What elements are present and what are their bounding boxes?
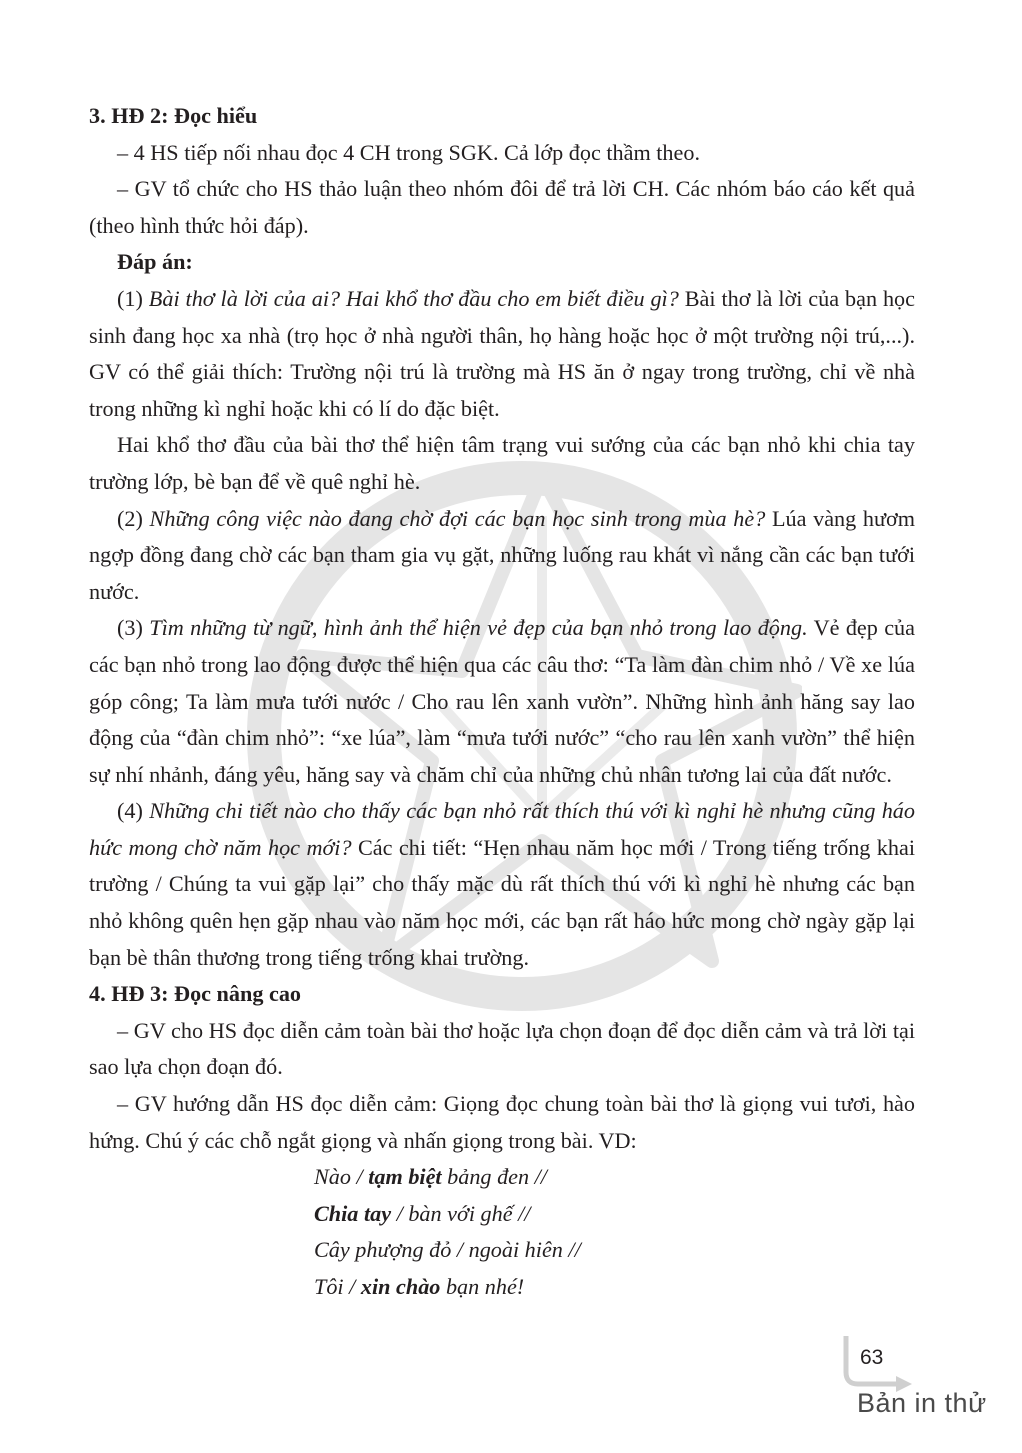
paragraph: – GV hướng dẫn HS đọc diễn cảm: Giọng đọc chung toàn bài thơ là giọng vui tươi, hào hứng. Chú ý các chỗ ngắt giọng và nhấn giọng trong bài. VD: <box>89 1091 915 1153</box>
answer-1: (1) Bài thơ là lời của ai? Hai khổ thơ đầu cho em biết điều gì? Bài thơ là lời của bạn học sinh đang học xa nhà (trọ học ở nhà người thân, họ hàng hoặc học ở một trường nội trú,...). GV có thể giải thích: Trường nội trú là trường mà HS ăn ở ngay trong trường, chỉ về nhà trong những kì nghỉ hoặc khi có lí do đặc biệt. <box>89 285 915 421</box>
section-heading-4: 4. HĐ 3: Đọc nâng cao <box>89 981 302 1007</box>
page-number: 63 <box>860 1346 884 1369</box>
page-body <box>89 98 915 1306</box>
answers-label: Đáp án: <box>117 249 193 275</box>
answer-2: (2) Những công việc nào đang chờ đợi các bạn học sinh trong mùa hè? Lúa vàng hươm ngợp đồng đang chờ các bạn tham gia vụ gặt, những luống rau khát vì nắng cần các bạn tưới nước. <box>89 505 916 604</box>
question-4: Những chi tiết nào cho thấy các bạn nhỏ rất thích thú với kì nghỉ hè nhưng cũng háo hức mong chờ năm học mới? <box>89 798 915 860</box>
paragraph: – GV cho HS đọc diễn cảm toàn bài thơ hoặc lựa chọn đoạn để đọc diễn cảm và trả lời tại sao lựa chọn đoạn đó. <box>89 1017 915 1080</box>
poem-excerpt <box>89 1159 915 1305</box>
paragraph: – GV tổ chức cho HS thảo luận theo nhóm đôi để trả lời CH. Các nhóm báo cáo kết quả (theo hình thức hỏi đáp). <box>89 176 915 238</box>
section-heading-3: 3. HĐ 2: Đọc hiểu <box>89 103 258 128</box>
answer-4: (4) Những chi tiết nào cho thấy các bạn nhỏ rất thích thú với kì nghỉ hè nhưng cũng háo hức mong chờ năm học mới? Các chi tiết: “Hẹn nhau năm học mới / Trong tiếng trống khai trường / Chúng ta vui gặp lại” cho thấy mặc dù rất thích thú với kì nghỉ hè nhưng các bạn nhỏ không quên hẹn gặp nhau vào năm học mới, các bạn rất háo hức mong chờ ngày gặp lại bạn bè thân thương trong tiếng trống khai trường. <box>89 798 916 970</box>
poem-line: Tôi / xin chào bạn nhé! <box>314 1274 525 1299</box>
paragraph: – 4 HS tiếp nối nhau đọc 4 CH trong SGK. Cả lớp đọc thầm theo. <box>117 139 701 165</box>
answer-3: (3) Tìm những từ ngữ, hình ảnh thể hiện vẻ đẹp của bạn nhỏ trong lao động. Vẻ đẹp của các bạn nhỏ trong lao động được thể hiện qua các câu thơ: “Ta làm đàn chim nhỏ / Về xe lúa góp công; Ta làm mưa tưới nước / Cho rau lên xanh vườn”. Những hình ảnh hăng say lao động của “đàn chim nhỏ”: “xe lúa”, làm “mưa tưới nước” “cho rau lên xanh vườn” thể hiện sự nhí nhảnh, đáng yêu, hăng say và chăm chỉ của những chủ nhân tương lai của đất nước. <box>89 615 915 787</box>
paragraph: Hai khổ thơ đầu của bài thơ thể hiện tâm trạng vui sướng của các bạn nhỏ khi chia tay trường lớp, bè bạn để về quê nghỉ hè. <box>89 432 915 494</box>
poem-line: Cây phượng đỏ / ngoài hiên // <box>314 1237 581 1263</box>
question-3: Tìm những từ ngữ, hình ảnh thể hiện vẻ đẹp của bạn nhỏ trong lao động. <box>149 615 808 641</box>
draft-label: Bản in thử <box>857 1388 987 1418</box>
poem-line: Chia tay / bàn với ghế // <box>314 1200 531 1226</box>
question-2: Những công việc nào đang chờ đợi các bạn học sinh trong mùa hè? <box>149 505 766 531</box>
question-1: Bài thơ là lời của ai? Hai khổ thơ đầu cho em biết điều gì? <box>148 285 679 311</box>
poem-line: Nào / tạm biệt bảng đen // <box>314 1164 547 1190</box>
